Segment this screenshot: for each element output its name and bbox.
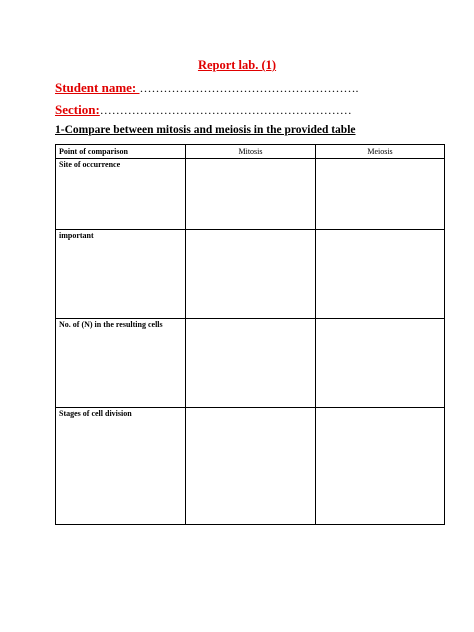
meiosis-cell[interactable]: [316, 230, 445, 319]
section-field[interactable]: ………………………………………………………: [99, 103, 352, 117]
row-label-stages-of-cell-division: Stages of cell division: [56, 408, 186, 525]
mitosis-cell[interactable]: [186, 408, 316, 525]
meiosis-cell[interactable]: [316, 159, 445, 230]
mitosis-cell[interactable]: [186, 319, 316, 408]
table-row: [56, 408, 445, 525]
header-point-of-comparison: Point of comparison: [56, 145, 186, 159]
row-label-site-of-occurrence: Site of occurrence: [56, 159, 186, 230]
section-line: [55, 102, 435, 118]
student-name-line: [55, 80, 435, 96]
table-header-row: [56, 145, 445, 159]
table-row: [56, 159, 445, 230]
meiosis-cell[interactable]: [316, 319, 445, 408]
comparison-table: [55, 144, 445, 525]
student-name-label: Student name:: [55, 80, 140, 95]
mitosis-cell[interactable]: [186, 230, 316, 319]
student-name-field[interactable]: ……………………………………………….: [139, 81, 359, 95]
instruction-heading: 1-Compare between mitosis and meiosis in the provided table: [55, 124, 356, 136]
section-label: Section:: [55, 102, 100, 117]
header-meiosis: Meiosis: [316, 145, 445, 159]
report-title: Report lab. (1): [197, 58, 277, 72]
meiosis-cell[interactable]: [316, 408, 445, 525]
table-row: [56, 319, 445, 408]
row-label-number-of-n: No. of (N) in the resulting cells: [56, 319, 186, 408]
mitosis-cell[interactable]: [186, 159, 316, 230]
header-mitosis: Mitosis: [186, 145, 316, 159]
row-label-important: important: [56, 230, 186, 319]
table-row: [56, 230, 445, 319]
